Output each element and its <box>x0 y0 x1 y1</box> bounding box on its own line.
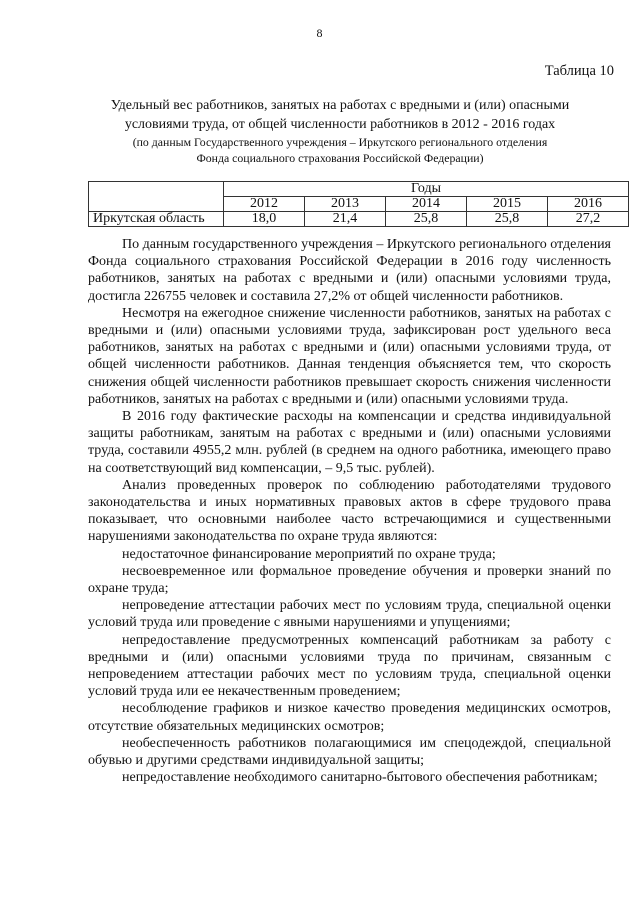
list-item: недостаточное финансирование мероприятий по охране труда; <box>122 546 496 562</box>
list-item: несоблюдение графиков и низкое качество проведения медицинских осмотров, отсутствие обязательных медицинских осмотров; <box>88 701 611 734</box>
list-item: непредоставление предусмотренных компенсаций работникам за работу с вредными и (или) опасными условиями труда по причинам, связанным с непроведением аттестации рабочих мест по условиям труда, специальной оценки условий труда или ее некачественным проведением; <box>88 632 611 700</box>
table-title <box>80 96 600 166</box>
table-label: Таблица 10 <box>544 63 614 79</box>
title-line-1: Удельный вес работников, занятых на работах с вредными и (или) опасными <box>110 98 570 113</box>
paragraph: Анализ проведенных проверок по соблюдению работодателями трудового законодательства и иных нормативных правовых актов в сфере трудового права показывает, что основными наиболее часто встречающимися и существенными нарушениями законодательства по охране труда являются: <box>88 477 611 545</box>
value-cell: 25,8 <box>386 212 467 227</box>
table-group-header: Годы <box>224 182 629 197</box>
value-cell: 27,2 <box>548 212 629 227</box>
list-item: несвоевременное или формальное проведение обучения и проверки знаний по охране труда; <box>88 563 611 597</box>
list-item: непроведение аттестации рабочих мест по условиям труда, специальной оценки условий труда или проведение с явными нарушениями и упущениями; <box>88 598 611 631</box>
year-cell: 2014 <box>386 197 467 212</box>
table-header-blank <box>89 182 224 212</box>
value-cell: 18,0 <box>224 212 305 227</box>
title-line-2: условиями труда, от общей численности работников в 2012 - 2016 годах <box>124 117 556 132</box>
source-line-1: (по данным Государственного учреждения – Иркутского регионального отделения <box>132 135 548 149</box>
paragraph: По данным государственного учреждения – Иркутского регионального отделения Фонда социального страхования Российской Федерации в 2016 году численность работников, занятых на работах с вредными и (или) опасными условиями труда, достигла 226755 человек и составила 27,2% от общей численности работников. <box>88 237 611 304</box>
page-number: 8 <box>316 26 323 40</box>
list-item: непредоставление необходимого санитарно-бытового обеспечения работникам; <box>122 770 598 786</box>
year-cell: 2013 <box>305 197 386 212</box>
region-cell: Иркутская область <box>89 212 224 227</box>
source-line-2: Фонда социального страхования Российской Федерации) <box>196 151 484 165</box>
value-cell: 25,8 <box>467 212 548 227</box>
year-cell: 2015 <box>467 197 548 212</box>
paragraph: Несмотря на ежегодное снижение численности работников, занятых на работах с вредными и (или) опасными условиями труда, зафиксирован рост удельного веса работников, занятых на работах с вредными и (или) опасными условиями труда, от общей численности работников. Данная тенденция объясняется тем, что скорость снижения общей численности работников превышает скорость снижения численности работников, занятых на работах с вредными и (или) опасными условиями труда. <box>88 305 611 407</box>
year-cell: 2012 <box>224 197 305 212</box>
table-group-header-row <box>89 182 629 197</box>
paragraph: В 2016 году фактические расходы на компенсации и средства индивидуальной защиты работникам, занятым на работах с вредными и (или) опасными условиями труда, составили 4955,2 млн. рублей (в среднем на одного работника, имеющего право на соответствующий вид компенсации, – 9,5 тыс. рублей). <box>88 409 611 476</box>
list-item: необеспеченность работников полагающимися им спецодеждой, специальной обувью и другими средствами индивидуальной защиты; <box>88 735 611 769</box>
table-row <box>89 212 629 227</box>
body-text <box>88 236 611 787</box>
value-cell: 21,4 <box>305 212 386 227</box>
data-table <box>88 181 629 227</box>
year-cell: 2016 <box>548 197 629 212</box>
